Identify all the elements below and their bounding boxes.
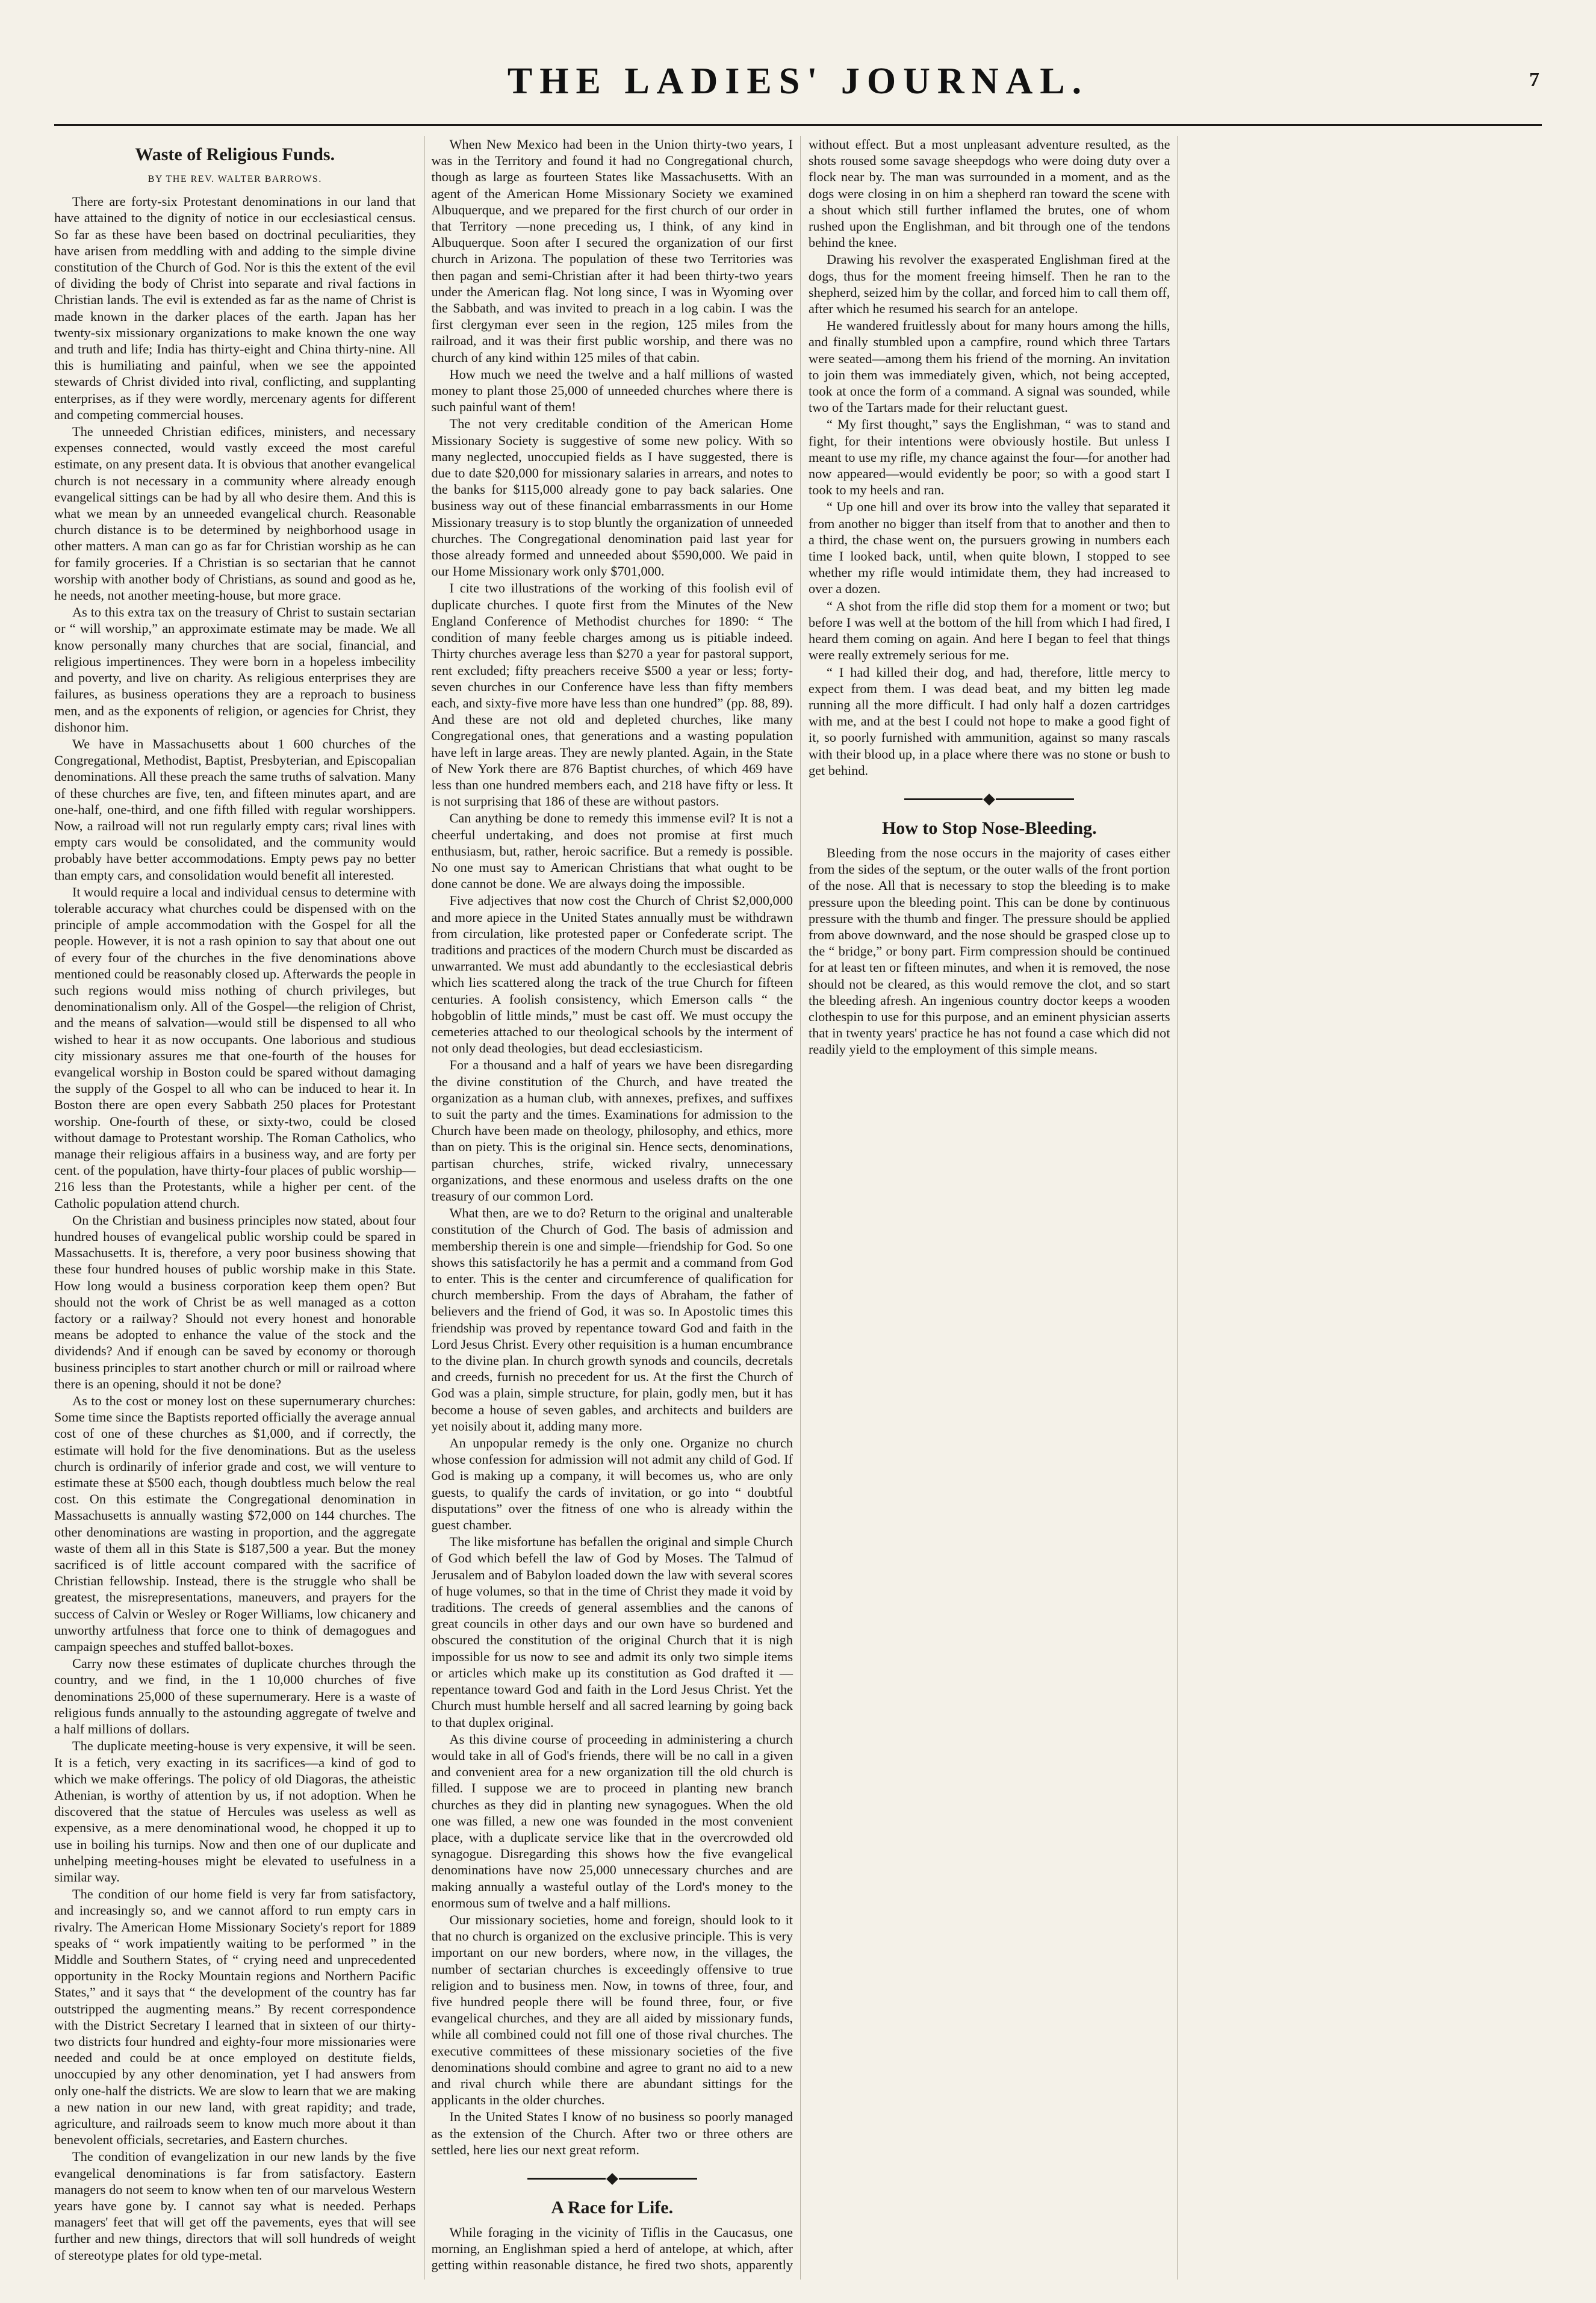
article-paragraph: The condition of evangelization in our new lands by the five evangelical denominations is far from satisfactory. Eastern managers do not seem to know when ten of our marvelous Western years have gone by. I cannot say what is needed. Perhaps managers' feet that will get off the pavements, eyes that will see further and new things, directors that will soll hundreds of weight of stereotype plates for old type-metal. — [54, 2149, 416, 2263]
article-paragraph: As to the cost or money lost on these supernumerary churches: Some time since the Baptists reported officially the average annual cost of one of these churches as $1,000, and if correctly, the estimate will hold for the five denominations. But as the useless church is ordinarily of inferior grade and cost, we will venture to estimate these at $500 each, though doubtless much below the real cost. On this estimate the Congregational denomination in Massachusetts is annually wasting $72,000 on 144 churches. The other denominations are wasting in proportion, and the aggregate waste of them all in this State is $187,500 a year. But the money sacrificed is of little account compared with the sacrifice of Christian fellowship. Instead, there is the struggle who shall be greatest, the misrepresentations, maneuvers, and prayers for the success of Calvin or Wesley or Roger Williams, low chicanery and unworthy artfulness that force one to think of demagogues and campaign speeches and stuffed ballot-boxes. — [54, 1393, 416, 1655]
article-paragraph: In the United States I know of no business so poorly managed as the extension of the Church. After two or three others are settled, here lies our next great reform. — [431, 2109, 793, 2157]
article-paragraph: “ A shot from the rifle did stop them for a moment or two; but before I was well at the bottom of the hill from which I had fired, I heard them coming on again. And here I began to feel that things were really extremely serious for me. — [809, 598, 1170, 663]
article-byline: BY THE REV. WALTER BARROWS. — [147, 174, 322, 184]
article-title: How to Stop Nose-Bleeding. — [881, 818, 1097, 838]
section-divider — [432, 2175, 793, 2183]
article-paragraph: On the Christian and business principles now stated, about four hundred houses of evangelical public worship could be spared in Massachusetts. It is, therefore, a very poor business showing that these four hundred houses of public worship make in this State. How long would a business corporation keep them open? But should not the work of Christ be as well managed as a cotton factory or a railway? Should not every honest and honorable means be adopted to enhance the value of the stock and the dividends? And if enough can be saved by economy or thorough business principles to start another church or mill or railroad where there is an opening, should it not be done? — [54, 1212, 416, 1391]
article-paragraph: Drawing his revolver the exasperated Englishman fired at the dogs, thus for the moment freeing himself. Then he ran to the shepherd, seized him by the collar, and forced him to call them off, after which he resumed his search for an antelope. — [809, 252, 1170, 317]
article-paragraph: While foraging in the vicinity of Tiflis in the Caucasus, one morning, an Englishman spied a herd of antelope, at which, after getting within reasonable distance, he fired two shots, apparently without effect. But a most unpleasant adventure resulted, as the shots roused some savage sheepdogs who were doing duty over a flock near by. The man was surrounded in a moment, and as the dogs were closing in on him a shepherd ran toward the scene with a shout which still further inflamed the brutes, one of whom rushed upon the Englishman, and bit through one of the tendons behind the knee. — [431, 137, 1170, 2273]
article-paragraph: How much we need the twelve and a half millions of wasted money to plant those 25,000 of unneeded churches where there is such painful want of them! — [431, 366, 793, 415]
article-paragraph: “ I had killed their dog, and had, therefore, little mercy to expect from them. I was dead beat, and my bitten leg made running all the more difficult. I had only half a dozen cartridges with me, and at the best I could not hope to make a good fight of it, so poorly furnished with ammunition, against so many rascals with their blood up, in a place where there was no stone or bush to get behind. — [809, 664, 1170, 778]
article-paragraph: As this divine course of proceeding in administering a church would take in all of God's friends, there will be no call in a given and convenient area for a new organization till the old church is filled. I suppose we are to proceed in planting new branch churches as they did in planting new synagogues. When the old one was filled, a new one was founded in the most convenient place, with a duplicate service like that in the overcrowded old synagogue. Disregarding this shows how the five evangelical denominations have now 25,000 unnecessary churches and are making annually a wasteful outlay of the Lord's money to the enormous sum of twelve and a half millions. — [431, 1731, 793, 1910]
article-paragraph: It would require a local and individual census to determine with tolerable accuracy what churches could be dispensed with on the principle of ample accommodation with the Gospel for all the people. However, it is not a rash opinion to say that about one out of every four of the churches in the five denominations above mentioned could be reasonably closed up. Afterwards the people in such regions would miss nothing of church privileges, but denominationalism only. All of the Gospel—the religion of Christ, and the means of salvation—would still be dispensed to all who wished to hear it as now occupants. One laborious and studious city missionary assures me that one-fourth of the houses for evangelical worship in Boston could be spared without damaging the supply of the Gospel to all who can be induced to hear it. In Boston there are open every Sabbath 250 places for Protestant worship. One-fourth of these, or sixty-two, could be closed without damage to Protestant worship. The Roman Catholics, who manage their religious affairs in a business way, and are forty per cent. of the population, have thirty-four places of public worship—216 less than the Protestants, while a higher per cent. of the Catholic population attend church. — [54, 884, 416, 1211]
article-paragraph: Carry now these estimates of duplicate churches through the country, and we find, in the 1 10,000 churches of five denominations 25,000 of these supernumerary. Here is a waste of religious funds annually to the astounding aggregate of twelve and a half millions of dollars. — [54, 1656, 416, 1737]
article-paragraph: Bleeding from the nose occurs in the majority of cases either from the sides of the septum, or the outer walls of the front portion of the nose. All that is necessary to stop the bleeding is to make pressure upon the bleeding point. This can be done by continuous pressure with the thumb and finger. The pressure should be applied from above downward, and the nose should be grasped close up to the “ bridge,” or bony part. Firm compression should be continued for at least ten or fifteen minutes, and when it is removed, the nose should not be cleared, as this would remove the clot, and so start the bleeding afresh. An ingenious country doctor keeps a wooden clothespin to use for this purpose, and an eminent physician asserts that in twenty years' practice he has not found a case which did not readily yield to the employment of this simple means. — [809, 845, 1170, 1057]
article-paragraph: As to this extra tax on the treasury of Christ to sustain sectarian or “ will worship,” an approximate estimate may be made. We all know personally many churches that are social, financial, and religious impertinences. They were born in a hopeless imbecility and poverty, and live on charity. As religious enterprises they are failures, as business operations they are a reproach to business men, and as the exponents of religion, or agencies for Christ, they dishonor him. — [54, 604, 416, 735]
page-number: 7 — [1529, 69, 1539, 91]
article-paragraph: I cite two illustrations of the working of this foolish evil of duplicate churches. I quote first from the Minutes of the New England Conference of Methodist churches for 1890: “ The condition of many feeble charges among us is pitiable indeed. Thirty churches average less than $270 a year for pastoral support, rent excluded; fifty preachers receive $500 a year or less; forty-seven churches in our Conference have less than fifty members each, and sixty-five more have less than one hundred” (pp. 88, 89). And these are not old and depleted churches, like many Congregational ones, that generations and a wasting population have left in large areas. They are newly planted. Again, in the State of New York there are 876 Baptist churches, of which 469 have less than one hundred members each, and 218 have fifty or less. It is not surprising that 186 of these are without pastors. — [431, 580, 793, 809]
article-paragraph: For a thousand and a half of years we have been disregarding the divine constitution of the Church, and have treated the organization as a human club, with annexes, prefixes, and suffixes to suit the party and the times. Examinations for admission to the Church have been made on theology, philosophy, and ethics, more than on piety. This is the original sin. Hence sects, denominations, partisan churches, strife, wicked rivalry, unnecessary organizations, and these enormous and useless drafts on the one treasury of our common Lord. — [431, 1057, 793, 1204]
article-paragraph: Five adjectives that now cost the Church of Christ $2,000,000 and more apiece in the United States annually must be withdrawn from circulation, like protested paper or Confederate script. The traditions and practices of the modern Church must be discarded as unwarranted. We must add abundantly to the ecclesiastical debris which lies scattered along the track of the true Church for fifteen centuries. A foolish consistency, which Emerson calls “ the hobgoblin of little minds,” must be cast off. We must occupy the cemeteries attached to our theological schools by the interment of not only dead theologies, but dead ecclesiasticism. — [431, 893, 793, 1056]
article-paragraph: The condition of our home field is very far from satisfactory, and increasingly so, and we cannot afford to run empty cars in rivalry. The American Home Missionary Society's report for 1889 speaks of “ work impatiently waiting to be performed ” in the Middle and Southern States, of “ crying need and unprecedented opportunity in the Rocky Mountain regions and Northern Pacific States,” and it says that “ the development of the country has far outstripped the augmenting means.” By recent correspondence with the District Secretary I learned that in sixteen of our thirty-two districts four hundred and eighty-four more missionaries were needed and could be at once employed on destitute fields, unoccupied by any other denomination, yet I had answers from only one-half the districts. We are slow to learn that we are making a new nation in our new land, with great rapidity; and trade, agriculture, and railroads seem to know much more about it than benevolent officials, secretaries, and Eastern churches. — [54, 1886, 416, 2148]
article-paragraph: The like misfortune has befallen the original and simple Church of God which befell the law of God by Moses. The Talmud of Jerusalem and of Babylon loaded down the law with several scores of huge volumes, so that in the time of Christ they made it void by traditions. The creeds of general assemblies and the canons of great councils in other days and our own have so burdened and obscured the constitution of the original Church that it is nigh impossible for us now to see and admit its only two simple items or articles which make up its constitution as God drafted it —repentance toward God and faith in the Lord Jesus Christ. Yet the Church must humble herself and all sacred learning by going back to that duplex original. — [431, 1534, 793, 1730]
article-paragraph: The duplicate meeting-house is very expensive, it will be seen. It is a fetich, very exacting in its sacrifices—a kind of god to which we make offerings. The policy of old Diagoras, the atheistic Athenian, is worthy of attention by us, if not adoption. When he discovered that the statue of Hercules was useless as well as expensive, as a mere denominational wood, he chopped it up to use in boiling his turnips. Now and then one of our duplicate and unhelping meeting-houses might be elevated to usefulness in a similar way. — [54, 1738, 416, 1885]
article-paragraph: Our missionary societies, home and foreign, should look to it that no church is organized on the exclusive principle. This is very important on our new borders, where now, in the villages, the number of sectarian churches is exceedingly offensive to true religion and to business men. Now, in towns of three, four, and five hundred people there will be found three, four, or five evangelical churches, and they are all aided by missionary funds, while all combined could not fill one of those rival churches. The executive committees of these missionary societies of the five denominations should combine and agree to grant no aid to a new and rival church while there are abundant sittings for the applicants in the older churches. — [431, 1912, 793, 2108]
article-paragraph: An unpopular remedy is the only one. Organize no church whose confession for admission will not admit any child of God. If God is making up a company, it will becomes us, who are only guests, to qualify the cards of invitation, or go into “ doubtful disputations” over the fitness of one who is already within the guest chamber. — [431, 1435, 793, 1533]
article-paragraph: What then, are we to do? Return to the original and unalterable constitution of the Church of God. The basis of admission and membership therein is one and simple—friendship for God. So one shows this satisfactorily he has a permit and a command from God to enter. This is the center and circumference of qualification for church membership. From the days of Abraham, the father of believers and the friend of God, it was so. In Apostolic times this friendship was proved by repentance toward God and faith in the Lord Jesus Christ. Every other requisition is a human encumbrance to the divine plan. In church growth synods and councils, decretals and creeds, furnish no precedent for us. At the first the Church of God was a plain, simple structure, for plain, godly men, but it has become a house of seven gables, and architects and builders are yet noisily about it, adding many more. — [431, 1205, 793, 1434]
newspaper-title: THE LADIES' JOURNAL. — [507, 61, 1089, 102]
section-divider — [809, 795, 1170, 804]
article-title: A Race for Life. — [551, 2197, 674, 2218]
article-paragraph: The not very creditable condition of the American Home Missionary Society is suggestive of some new policy. With so many neglected, unoccupied fields as I have suggested, there is due to date $20,000 for missionary salaries in arrears, and notes to the banks for $115,000 already gone to pay back salaries. One business way out of these financial embarrassments in our Home Missionary treasury is to stop bluntly the organization of unneeded churches. The Congregational denomination paid last year for those already formed and unneeded about $590,000. We paid in our Home Missionary work only $701,000. — [431, 416, 793, 579]
article-title: Waste of Religious Funds. — [135, 145, 335, 164]
article-paragraph: We have in Massachusetts about 1 600 churches of the Congregational, Methodist, Baptist, Presbyterian, and Episcopalian denominations. All these preach the same truths of salvation. Many of these churches are five, ten, and fifteen minutes apart, and are one-half, one-third, and one fifth filled with regular worshippers. Now, a railroad will not run regularly empty cars; rival lines with empty cars would be consolidated, and the community would probably have better accommodations. Empty pews pay no better than empty cars, and consolidation would benefit all interested. — [54, 736, 416, 883]
masthead — [54, 58, 1542, 126]
article-columns — [54, 136, 1547, 2280]
article-paragraph: When New Mexico had been in the Union thirty-two years, I was in the Territory and found it had no Congregational church, though as large as fourteen States like Massachusetts. With an agent of the American Home Missionary Society we examined Albuquerque, and we prepared for the first church of our order in that Territory —none preceding us, I think, of any kind in Albuquerque. Soon after I secured the organization of our first church in Arizona. The population of these two Territories was then pagan and semi-Christian after it had been thirty-two years under the American flag. Not long since, I was in Wyoming over the Sabbath, and was invited to preach in a log cabin. I was the first clergyman ever seen in the region, 125 miles from the railroad, and it was their first public worship, and there was no church of any kind within 125 miles of that cabin. — [431, 137, 793, 365]
article-paragraph: He wandered fruitlessly about for many hours among the hills, and finally stumbled upon a campfire, round which three Tartars were seated—among them his friend of the morning. An invitation to join them was immediately given, which, not being accepted, took at once the form of a command. A signal was sounded, while two of the Tartars made for their reluctant guest. — [809, 318, 1170, 415]
article-paragraph: Can anything be done to remedy this immense evil? It is not a cheerful undertaking, and does not promise at first much enthusiasm, but, rather, heroic sacrifice. But a remedy is possible. No one must say to American Christians that what ought to be done cannot be done. We are always doing the impossible. — [431, 810, 793, 892]
article-paragraph: There are forty-six Protestant denominations in our land that have attained to the dignity of notice in our ecclesiastical census. So far as these have been based on doctrinal peculiarities, they have arisen from meddling with and adding to the simple divine constitution of the Church of God. Nor is this the extent of the evil of dividing the body of Christ into separate and rival factions in Christian lands. The evil is extended as far as the name of Christ is made known in the darker places of the earth. Japan has her twenty-six missionary organizations to make known the one way and truth and life; India has thirty-eight and China thirty-nine. All this is humiliating and painful, when we see the appointed stewards of Christ divided into rival, conflicting, and supplanting enterprises, as if they were wordly, mercenary agents for different and competing commercial houses. — [54, 194, 416, 422]
article-paragraph: “ My first thought,” says the Englishman, “ was to stand and fight, for their intentions were obviously hostile. But unless I meant to use my rifle, my chance against the four—for another had now appeared—would evidently be poor; so with a good start I took to my heels and ran. — [809, 417, 1170, 498]
article-paragraph: “ Up one hill and over its brow into the valley that separated it from another no bigger than itself from that to another and then to a third, the chase went on, the pursuers growing in numbers each time I looked back, until, when quite blown, I stopped to see whether my rifle would intimidate them, they had increased to over a dozen. — [809, 499, 1170, 597]
article-paragraph: The unneeded Christian edifices, ministers, and necessary expenses connected, would vastly exceed the most careful estimate, on any present data. It is obvious that another evangelical church is not necessary in a community where already enough evangelical sittings can be had by all who desire them. And this is what we mean by an unneeded evangelical church. Reasonable church distance is to be determined by neighborhood usage in other matters. A man can go as far for Christian worship as he can for family groceries. If a Christian is so sectarian that he cannot worship with another body of Christians, as sound and good as he, he needs, not another meeting-house, but more grace. — [54, 424, 416, 603]
